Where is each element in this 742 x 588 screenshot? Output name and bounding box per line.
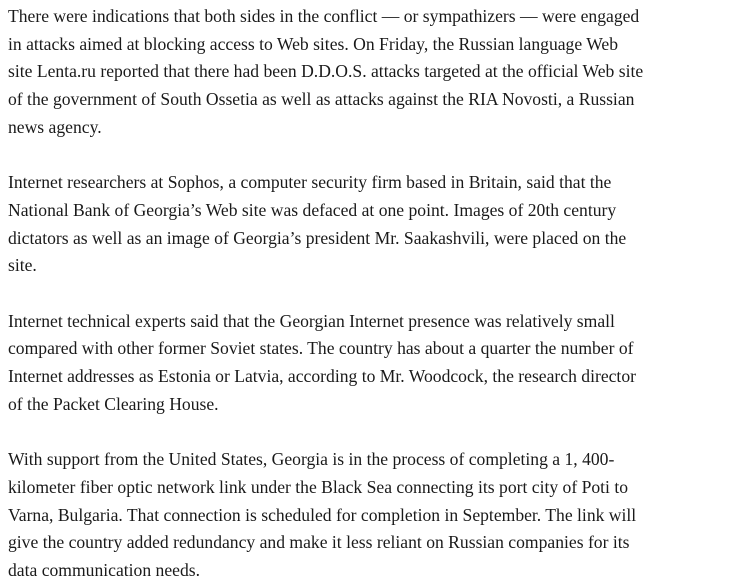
text-line: data communication needs. — [8, 560, 201, 581]
paragraph-fiber-link — [8, 446, 742, 585]
text-line: kilometer fiber optic network link under the Black Sea connecting its port city of Poti to — [8, 476, 629, 497]
text-line: of the government of South Ossetia as well as attacks against the RIA Novosti, a Russian — [8, 89, 635, 110]
text-line: of the Packet Clearing House. — [8, 393, 219, 414]
text-line: dictators as well as an image of Georgia’s president Mr. Saakashvili, were placed on the — [8, 227, 627, 248]
text-line: With support from the United States, Georgia is in the process of completing a 1, 400- — [8, 449, 615, 470]
text-line: Internet researchers at Sophos, a computer security firm based in Britain, said that the — [8, 172, 612, 193]
text-line: National Bank of Georgia’s Web site was defaced at one point. Images of 20th century — [8, 199, 617, 220]
text-line: news agency. — [8, 116, 102, 137]
paragraph-internet-presence — [8, 308, 742, 419]
text-line: in attacks aimed at blocking access to Web sites. On Friday, the Russian language Web — [8, 33, 619, 54]
text-line: site Lenta.ru reported that there had been D.D.O.S. attacks targeted at the official Web site — [8, 61, 644, 82]
text-line: Internet addresses as Estonia or Latvia, according to Mr. Woodcock, the research director — [8, 366, 636, 387]
paragraph-ddos-attacks — [8, 3, 742, 142]
text-line: give the country added redundancy and make it less reliant on Russian companies for its — [8, 532, 630, 553]
text-line: Varna, Bulgaria. That connection is scheduled for completion in September. The link will — [8, 504, 637, 525]
text-line: Internet technical experts said that the Georgian Internet presence was relatively small — [8, 310, 615, 331]
text-line: There were indications that both sides in the conflict — or sympathizers — were engaged — [8, 6, 640, 26]
text-line: compared with other former Soviet states. The country has about a quarter the number of — [8, 338, 634, 359]
text-line: site. — [8, 255, 37, 276]
paragraph-sophos — [8, 169, 742, 280]
